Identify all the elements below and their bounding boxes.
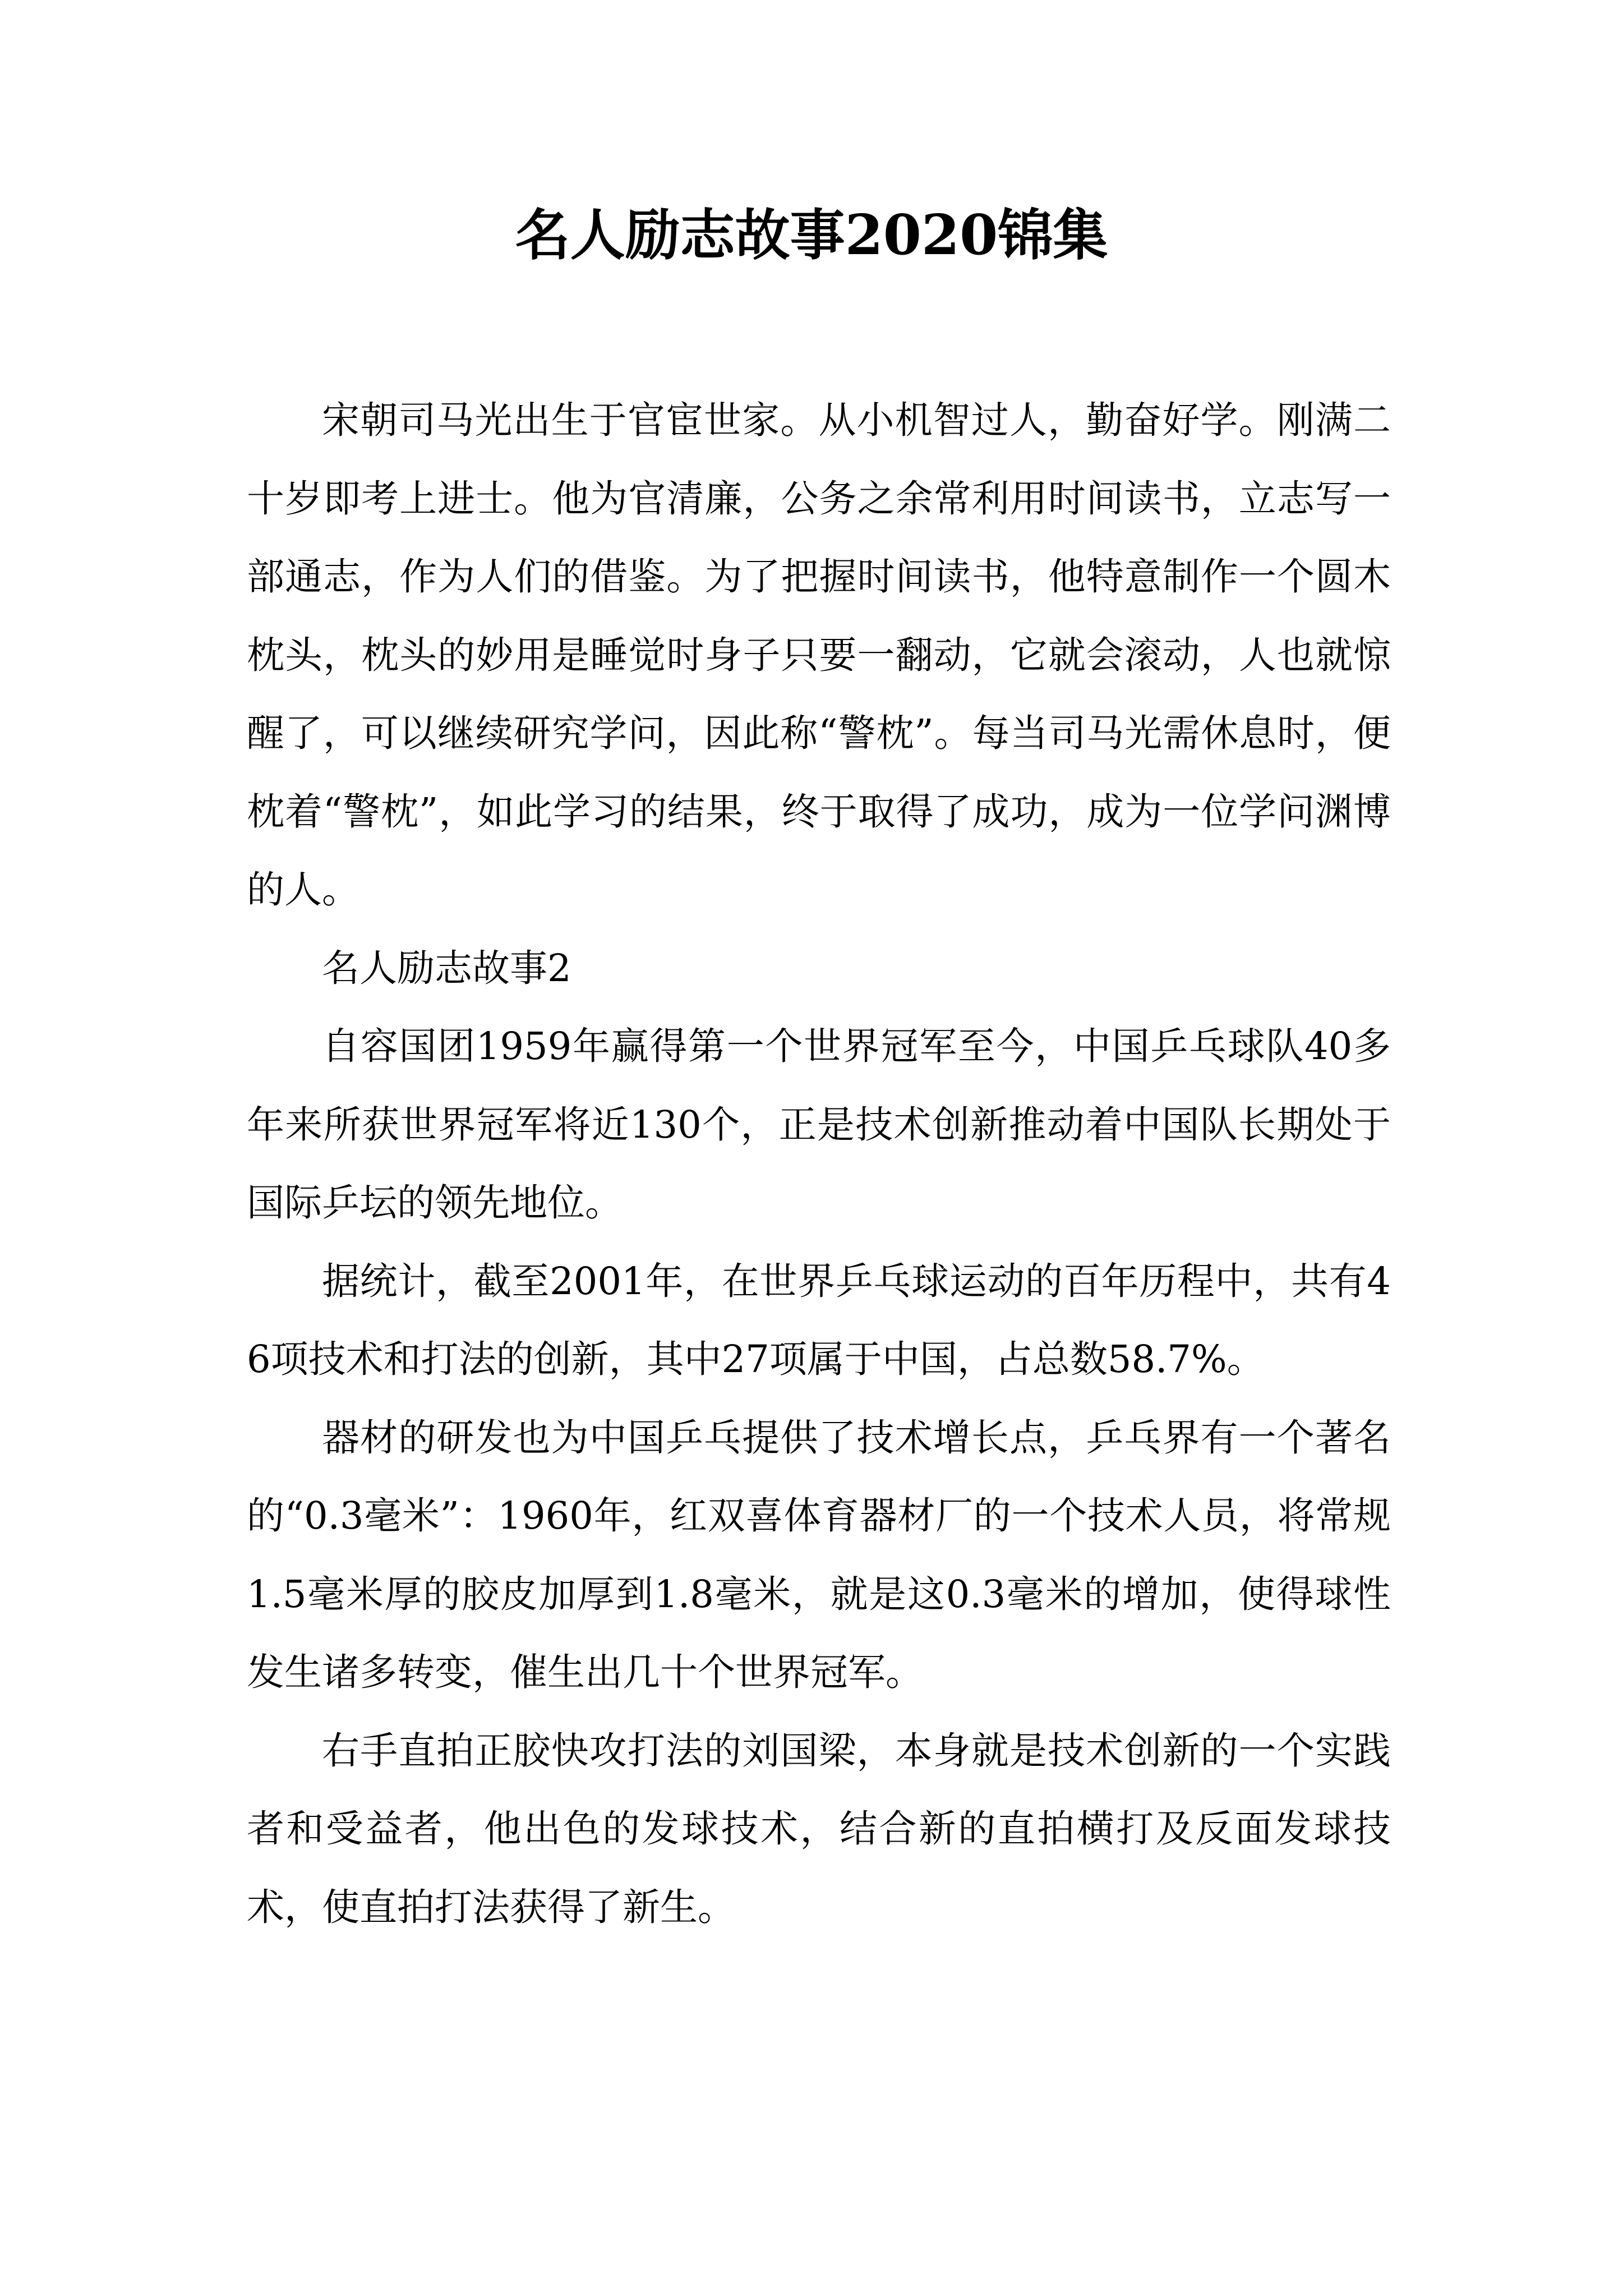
section-heading-story-2: 名人励志故事2 [322,946,571,990]
paragraph-sima-guang: 宋朝司马光出生于官宦世家。从小机智过人，勤奋好学。刚满二十岁即考上进士。他为官清廉，公务之余常利用时间读书，立志写一部通志，作为人们的借鉴。为了把握时间读书，他特意制作一个圆木枕头，枕头的妙用是睡觉时身子只要一翻动，它就会滚动，人也就惊醒了，可以继续研究学问，因此称“警枕”。每当司马光需休息时，便枕着“警枕”，如此学习的结果，终于取得了成功，成为一位学问渊博的人。 [247,398,1391,912]
document-body [247,381,1391,1947]
document-title: 名人励志故事2020锦集 [515,203,1108,268]
paragraph-ping-pong-history: 自容国团1959年赢得第一个世界冠军至今，中国乒乓球队40多年来所获世界冠军将近130个，正是技术创新推动着中国队长期处于国际乒坛的领先地位。 [247,1024,1391,1225]
paragraph-innovation-statistics: 据统计，截至2001年，在世界乒乓球运动的百年历程中，共有46项技术和打法的创新，其中27项属于中国，占总数58.7%。 [247,1259,1391,1381]
paragraph-equipment-research: 器材的研发也为中国乒乓提供了技术增长点，乒乓界有一个著名的“0.3毫米”：1960年，红双喜体育器材厂的一个技术人员，将常规1.5毫米厚的胶皮加厚到1.8毫米，就是这0.3毫米的增加，使得球性发生诸多转变，催生出几十个世界冠军。 [247,1415,1391,1694]
paragraph-liu-guoliang: 右手直拍正胶快攻打法的刘国梁，本身就是技术创新的一个实践者和受益者，他出色的发球技术，结合新的直拍横打及反面发球技术，使直拍打法获得了新生。 [247,1728,1391,1929]
